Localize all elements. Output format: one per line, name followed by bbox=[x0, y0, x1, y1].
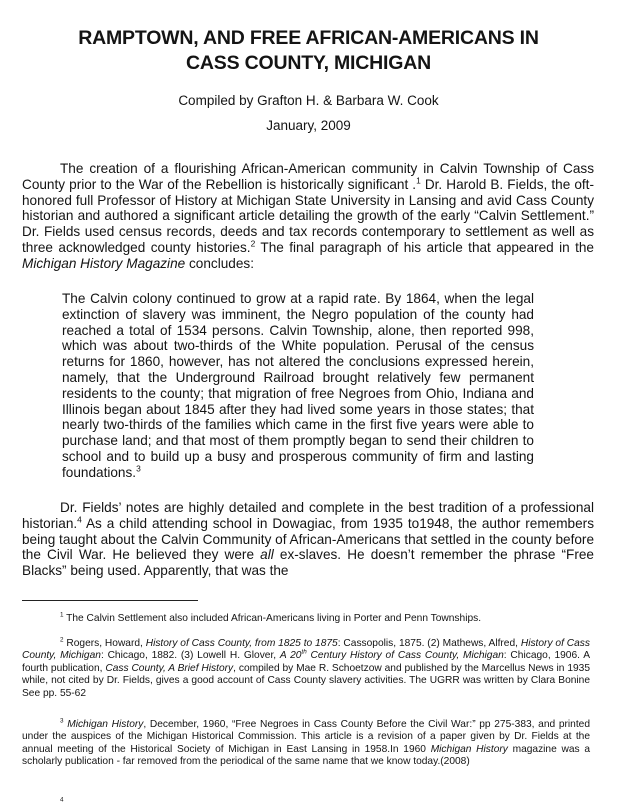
document-title-line-2: CASS COUNTY, MICHIGAN bbox=[186, 52, 431, 74]
footnote-2-text-g: : Chicago, 1906. A fourth publication, bbox=[22, 650, 590, 674]
footnote-3-journal-2: Michigan History bbox=[430, 743, 508, 755]
document-date: January, 2009 bbox=[266, 118, 351, 133]
footnote-2-book-3-sup: th bbox=[301, 649, 307, 657]
p2-text-b: As a child attending school in Dowagiac, from 1935 to1948, the author remembers being taught about the Calvin Community of African-Americans that settled in the county before the Civil War. He believed they were bbox=[22, 515, 595, 563]
footnote-3-number: 3 bbox=[60, 717, 64, 725]
footnote-1-number: 1 bbox=[60, 611, 64, 619]
body-paragraph-2 bbox=[22, 500, 594, 579]
body-paragraph-1 bbox=[22, 161, 594, 272]
p2-text-c: ex-slaves. He doesn’t remember the phrase “Free Blacks” being used. Apparently, that was the bbox=[22, 547, 594, 579]
footnote-1 bbox=[22, 613, 590, 625]
compiled-by-line: Compiled by Grafton H. & Barbara W. Cook bbox=[178, 93, 439, 108]
footnote-4-number: 4 bbox=[60, 796, 64, 804]
footnote-2-text-c: : Cassopolis, 1875. (2) Mathews, Alfred, bbox=[337, 638, 521, 649]
journal-title: Michigan History Magazine bbox=[22, 255, 186, 271]
footnote-4 bbox=[22, 798, 590, 810]
footnote-2-book-4: Cass County, A Brief History bbox=[105, 662, 234, 674]
footnote-divider bbox=[22, 600, 198, 601]
footnote-2 bbox=[22, 638, 590, 700]
p1-text-d: concludes: bbox=[185, 255, 254, 271]
footnote-2-book-3-a: A 20 bbox=[279, 650, 302, 662]
footnote-ref-2: 2 bbox=[250, 238, 256, 249]
footnote-2-text-e: : Chicago, 1882. (3) Lowell H. Glover, bbox=[100, 650, 280, 662]
p1-text-a: The creation of a flourishing African-American community in Calvin Township of Cass County prior to the War of the Rebellion is historically significant . bbox=[22, 161, 594, 192]
p1-text-c: The final paragraph of his article that appeared in the bbox=[255, 239, 594, 255]
footnote-ref-4: 4 bbox=[77, 514, 82, 525]
p1-text-b: Dr. Harold B. Fields, the oft-honored full Professor of History at Michigan State University in Lansing and avid Cass County historian and authored a significant article detailing the growth of the early “Calvin Settlement.” Dr. Fields used census records, deeds and tax records contemporary to settlement as well as three acknowledged county histories. bbox=[22, 176, 594, 255]
quote-text: The Calvin colony continued to grow at a rapid rate. By 1864, when the legal extinction of slavery was imminent, the Negro population of the county had reached a total of 1534 persons. Calvin Township, alone, then reported 998, which was about two-thirds of the White population. Perusal of the census returns for 1860, however, has not altered the conclusions expressed herein, namely, that the Underground Railroad brought relatively few permanent residents to the county; that migration of free Negroes from Ohio, Indiana and Illinois began about 1845 after they had lived some years in those states; that nearly two-thirds of the families which came in the first five years were able to purchase land; and that most of them promptly began to send their children to school and to build up a busy and prosperous community of firm and lasting foundations. bbox=[62, 291, 534, 480]
footnote-2-book-3-b: Century History of Cass County, Michigan bbox=[306, 650, 504, 662]
p2-text-a: Dr. Fields’ notes are highly detailed and complete in the best tradition of a professional historian. bbox=[22, 500, 594, 531]
footnote-3-journal: Michigan History bbox=[67, 719, 144, 730]
emphasis-all: all bbox=[260, 547, 274, 563]
footnote-ref-3: 3 bbox=[136, 463, 141, 474]
footnote-2-book-1: History of Cass County, from 1825 to 1875 bbox=[145, 638, 338, 649]
document-title-line-1: RAMPTOWN, AND FREE AFRICAN-AMERICANS IN bbox=[78, 27, 539, 49]
footnote-2-book-3 bbox=[280, 650, 504, 661]
footnote-2-book-2: History of Cass County, Michigan bbox=[22, 638, 590, 662]
footnote-3 bbox=[22, 719, 590, 769]
footnote-2-text-a: Rogers, Howard, bbox=[63, 638, 146, 649]
footnote-3-text-b: , December, 1960, “Free Negroes in Cass County Before the Civil War:” pp 275-383, and printed under the auspices of the Michigan Historical Commission. This article is a revision of a paper given by Dr. Fields at the annual meeting of the Historical Society of Michigan in East Lansing in 1958.In 1960 bbox=[22, 719, 590, 755]
footnote-2-text-i: , compiled by Mae R. Schoetzow and published by the Marcellus News in 1935 while, not cited by Dr. Fields, gives a good account of Cass County slavery activities. The UGRR was written by Clara Bonine See pp. 55-62 bbox=[22, 662, 590, 699]
footnote-ref-1: 1 bbox=[416, 175, 421, 186]
footnote-2-number: 2 bbox=[60, 636, 64, 644]
block-quote bbox=[62, 291, 534, 481]
footnote-1-text: The Calvin Settlement also included African-Americans living in Porter and Penn Townships. bbox=[63, 613, 482, 624]
footnote-3-text-d: magazine was a scholarly publication - far removed from the periodical of the same name that we know today.(2008) bbox=[22, 743, 590, 768]
